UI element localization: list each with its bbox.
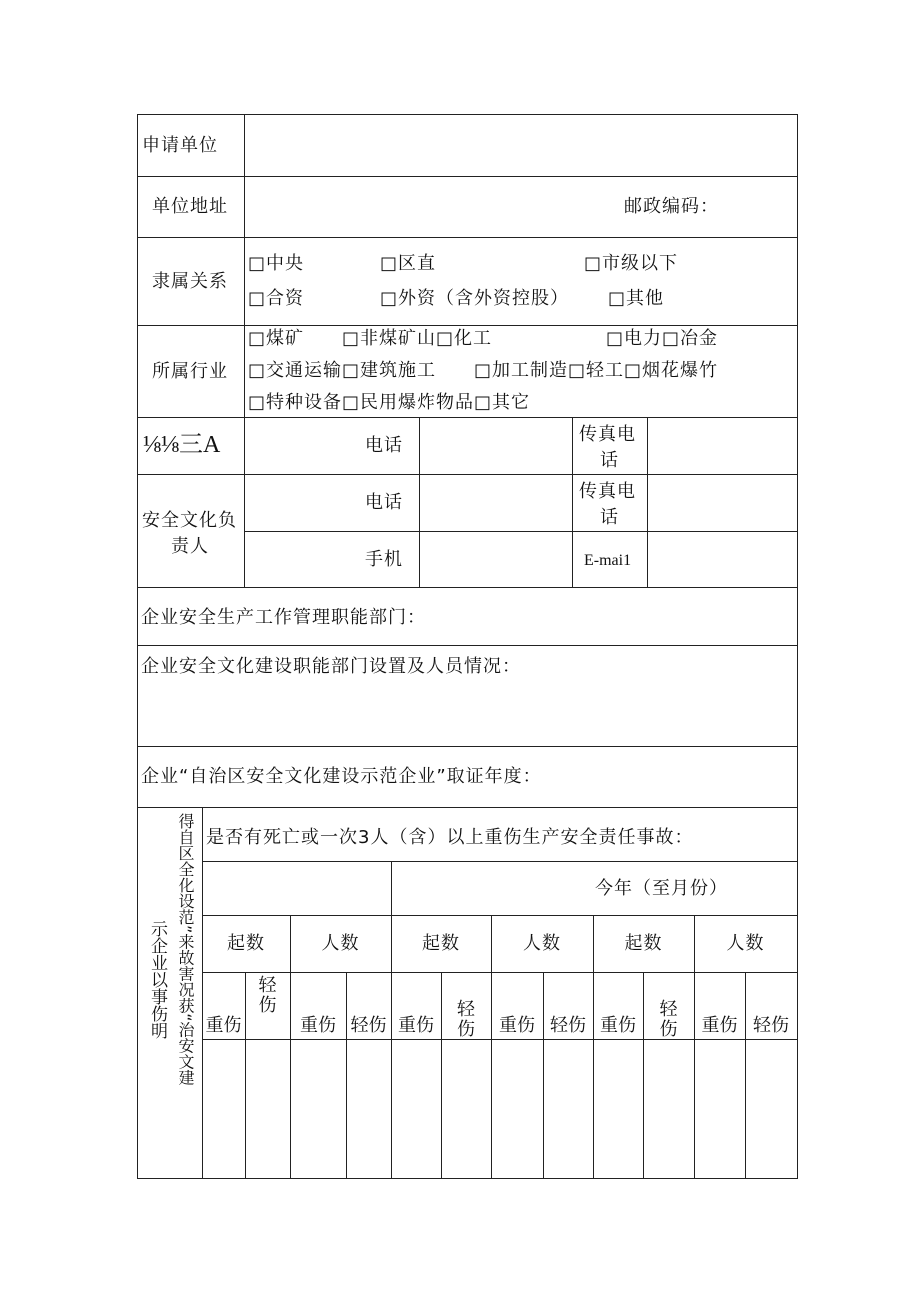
minor-injury-header-2: 伤 (258, 995, 277, 1016)
serious-injury-header: 重伤 (600, 1015, 636, 1036)
rule (137, 176, 798, 177)
affiliation-label: 隶属关系 (152, 271, 228, 292)
fax-label-line-2: 话 (600, 450, 619, 471)
rule (745, 972, 746, 1179)
safety-head-label-line-1: 安全文化负 (142, 510, 237, 531)
minor-injury-header-2: 伤 (659, 1019, 678, 1040)
industry-options-line-1[interactable]: □煤矿 □非煤矿山□化工 □电力□冶金 (248, 328, 719, 349)
rule (244, 531, 798, 532)
applicant-label: 申请单位 (142, 135, 218, 156)
rule (543, 972, 544, 1179)
rule (572, 417, 573, 588)
minor-injury-header: 轻伤 (350, 1015, 387, 1036)
minor-injury-header-2: 伤 (457, 1019, 475, 1040)
phone-label: 电话 (365, 435, 403, 456)
culture-dept-label: 企业安全文化建设职能部门设置及人员情况： (141, 656, 521, 677)
legal-rep-label: ⅛⅛三A (143, 432, 221, 458)
affiliation-option-central[interactable]: □中央 (248, 253, 305, 274)
fax-label-line-2: 话 (600, 507, 619, 528)
email-label: E-mai1 (584, 552, 632, 569)
accident-side-label-left: 示企业以事伤明 (147, 920, 167, 1039)
industry-options-line-2[interactable]: □交通运输□建筑施工 □加工制造□轻工□烟花爆竹 (248, 360, 719, 381)
address-label: 单位地址 (152, 196, 228, 217)
rule (346, 972, 347, 1179)
mgmt-dept-label: 企业安全生产工作管理职能部门： (141, 607, 426, 628)
fax-label-line-1: 传真电 (579, 481, 636, 502)
count-header: 起数 (422, 933, 460, 954)
fax-label-line-1: 传真电 (579, 424, 636, 445)
serious-injury-header: 重伤 (300, 1015, 336, 1036)
minor-injury-header-1: 轻 (457, 999, 475, 1020)
people-header: 人数 (321, 933, 360, 954)
accident-side-label-right: 得自区全化设范”来故害况获“治安文建 (176, 813, 195, 1086)
affiliation-option-other[interactable]: □其他 (608, 288, 665, 309)
mobile-label: 手机 (365, 549, 403, 570)
affiliation-option-regional[interactable]: □区直 (380, 253, 437, 274)
rule (137, 325, 798, 326)
rule (202, 1039, 798, 1040)
rule (202, 915, 798, 916)
count-header: 起数 (624, 933, 663, 954)
minor-injury-header-1: 轻 (258, 975, 277, 996)
rule (137, 474, 798, 475)
rule (137, 746, 798, 747)
cert-year-label: 企业“自治区安全文化建设示范企业”取证年度： (141, 766, 542, 787)
minor-injury-header: 轻伤 (550, 1015, 586, 1036)
rule (202, 972, 798, 973)
postcode-label: 邮政编码： (624, 196, 719, 217)
industry-options-line-3[interactable]: □特种设备□民用爆炸物品□其它 (248, 392, 531, 413)
people-header: 人数 (523, 933, 561, 954)
rule (244, 114, 245, 588)
rule (647, 417, 648, 588)
safety-head-label-line-2: 责人 (171, 536, 209, 557)
rule (137, 114, 138, 1179)
serious-injury-header: 重伤 (398, 1015, 434, 1036)
rule (137, 417, 798, 418)
minor-injury-header: 轻伤 (753, 1015, 789, 1036)
rule (202, 861, 798, 862)
count-header: 起数 (227, 933, 265, 954)
this-year-label: 今年（至月份） (595, 878, 728, 899)
rule (137, 807, 798, 808)
rule (202, 807, 203, 1179)
rule (797, 114, 798, 1179)
rule (137, 237, 798, 238)
phone-label: 电话 (365, 492, 403, 513)
serious-injury-header: 重伤 (701, 1015, 738, 1036)
accident-question: 是否有死亡或一次3人（含）以上重伤生产安全责任事故： (206, 827, 694, 848)
rule (137, 1178, 798, 1179)
rule (419, 417, 420, 588)
industry-label: 所属行业 (152, 361, 228, 382)
rule (137, 114, 798, 115)
affiliation-option-city[interactable]: □市级以下 (584, 253, 679, 274)
serious-injury-header: 重伤 (205, 1015, 242, 1036)
affiliation-option-jv[interactable]: □合资 (248, 288, 305, 309)
serious-injury-header: 重伤 (499, 1015, 535, 1036)
rule (137, 587, 798, 588)
affiliation-option-foreign[interactable]: □外资（含外资控股） (380, 288, 570, 309)
people-header: 人数 (726, 933, 765, 954)
minor-injury-header-1: 轻 (659, 999, 678, 1020)
rule (137, 645, 798, 646)
